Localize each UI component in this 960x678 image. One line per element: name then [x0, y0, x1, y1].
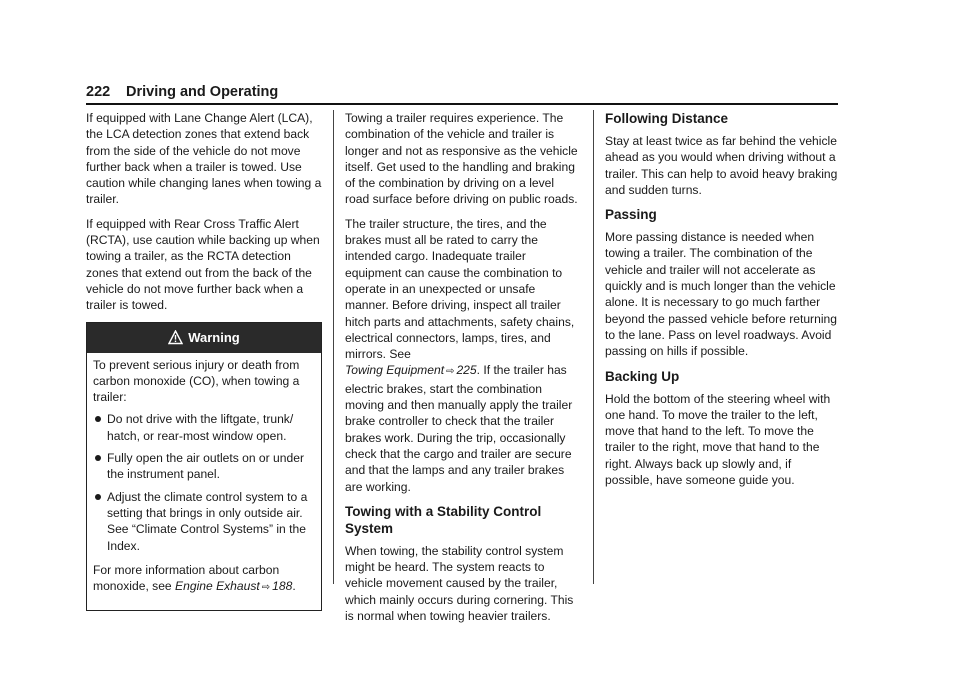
engine-exhaust-page[interactable]: 188	[272, 579, 293, 594]
page-reference-arrow-icon: ⇨	[261, 582, 271, 594]
page-reference-arrow-icon: ⇨	[446, 366, 455, 378]
page-number: 222	[86, 84, 111, 100]
warning-bullet-list	[93, 411, 315, 553]
paragraph-backing-up: Hold the bottom of the steering wheel with one hand. To move the trailer to the left, move that hand to the left. To move the trailer to the right, move that hand to the right. Always back up slowly and, if possible, have someone guide you.	[605, 391, 831, 488]
paragraph-stability-control: When towing, the stability control system might be heard. The system reacts to vehicle movement caused by the trailer, which mainly occurs during cornering. This is normal when towing heavier trailers.	[345, 543, 574, 624]
column-divider	[593, 110, 594, 584]
towing-equipment-link[interactable]: Towing Equipment	[345, 363, 445, 378]
towing-equipment-page[interactable]: 225	[456, 363, 477, 378]
column-left	[86, 110, 322, 611]
page-header	[86, 84, 838, 104]
bullet-dot-icon	[95, 416, 101, 422]
warning-body	[87, 353, 321, 611]
heading-following-distance: Following Distance	[605, 111, 729, 126]
warning-title: Warning	[188, 329, 240, 345]
paragraph-text: . If the trailer has electric brakes, start the combination moving and then manually apply the trailer brake controller to check that the trailer brakes work. During the trip, occasionally check that the cargo and trailer are secure and that the lamps and any trailer brakes are working.	[345, 363, 573, 494]
paragraph-trailer-structure	[345, 216, 581, 495]
list-item	[93, 489, 315, 554]
bullet-text: Do not drive with the liftgate, trunk/ hatch, or rear-most window open.	[107, 412, 294, 443]
engine-exhaust-link[interactable]: Engine Exhaust	[175, 579, 260, 594]
heading-backing-up: Backing Up	[605, 368, 680, 384]
column-right	[605, 110, 841, 496]
warning-intro: To prevent serious injury or death from carbon monoxide (CO), when towing a trailer:	[93, 357, 300, 405]
warning-outro-text: For more information about carbon monoxide, see	[93, 562, 280, 594]
column-divider	[333, 110, 334, 584]
header-rule	[86, 103, 838, 105]
paragraph-following-distance: Stay at least twice as far behind the vehicle ahead as you would when driving without a trailer. This can help to avoid heavy braking and sudden turns.	[605, 134, 838, 197]
sentence-end: .	[292, 579, 296, 594]
bullet-text: Adjust the climate control system to a setting that brings in only outside air. See “Climate Control Systems” in the Index.	[107, 489, 308, 553]
list-item	[93, 450, 315, 483]
warning-outro	[93, 562, 315, 597]
paragraph-rcta: If equipped with Rear Cross Traffic Alert (RCTA), use caution while backing up when towing a trailer, as the RCTA detection zones that extend out from the back of the vehicle do not move further back when a trailer is towed.	[86, 216, 320, 313]
paragraph-experience: Towing a trailer requires experience. The combination of the vehicle and trailer is longer and not as responsive as the vehicle itself. Get used to the handling and braking of the combination by driving on a level road surface before driving on public roads.	[345, 111, 578, 207]
heading-passing: Passing	[605, 207, 657, 223]
warning-triangle-icon	[168, 326, 183, 341]
paragraph-text: The trailer structure, the tires, and the brakes must all be rated to carry the intended cargo. Inadequate trailer equipment can cause the combination to operate in an unexpected or unsafe manner. Before driving, inspect all trailer hitch parts and attachments, safety chains, electrical connectors, lamps, tires, and mirrors. See	[345, 216, 575, 362]
paragraph-lca: If equipped with Lane Change Alert (LCA), the LCA detection zones that extend back from the side of the vehicle do not move further back when a trailer is towed. Use caution while changing lanes when towing a trailer.	[86, 111, 322, 207]
warning-box	[86, 322, 322, 612]
warning-header	[87, 323, 321, 353]
bullet-text: Fully open the air outlets on or under the instrument panel.	[107, 451, 304, 482]
column-middle	[345, 110, 581, 632]
paragraph-passing: More passing distance is needed when towing a trailer. The combination of the vehicle and trailer will not accelerate as quickly and is much longer than the vehicle alone. It is necessary to go much farther beyond the passed vehicle before returning to the lane. Pass on level roadways. Avoid passing on hills if possible.	[605, 230, 837, 359]
bullet-dot-icon	[95, 455, 101, 461]
section-title: Driving and Operating	[126, 84, 279, 100]
list-item	[93, 411, 315, 444]
bullet-dot-icon	[95, 494, 101, 500]
heading-stability-control: Towing with a Stability Control System	[345, 503, 542, 536]
